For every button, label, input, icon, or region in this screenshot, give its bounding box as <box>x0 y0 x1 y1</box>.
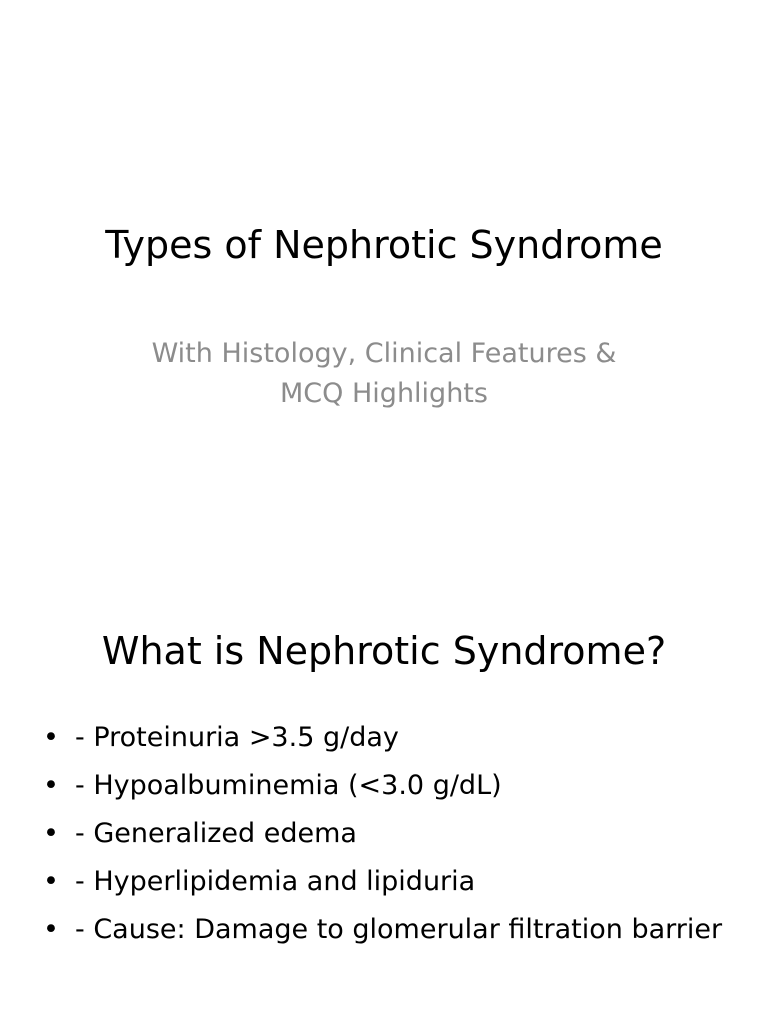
bullet-icon: • <box>43 770 59 801</box>
bullet-text: - Hyperlipidemia and lipiduria <box>75 866 476 897</box>
list-item <box>40 910 730 950</box>
list-item <box>40 862 730 902</box>
slide-definition <box>0 512 768 1024</box>
bullet-text: - Proteinuria >3.5 g/day <box>75 722 399 753</box>
bullet-icon: • <box>43 914 59 945</box>
bullet-icon: • <box>43 818 59 849</box>
slide-title-heading: Types of Nephrotic Syndrome <box>105 223 663 267</box>
bullet-text: - Generalized edema <box>75 818 357 849</box>
list-item <box>40 766 730 806</box>
bullet-text: - Hypoalbuminemia (<3.0 g/dL) <box>75 770 502 801</box>
list-item <box>40 814 730 854</box>
bullet-text: - Cause: Damage to glomerular filtration barrier <box>75 914 723 945</box>
slide-definition-heading: What is Nephrotic Syndrome? <box>101 629 667 673</box>
bullet-icon: • <box>43 866 59 897</box>
slide-subtitle: With Histology, Clinical Features & MCQ Highlights <box>151 338 617 409</box>
bullet-list <box>40 718 730 958</box>
bullet-icon: • <box>43 722 59 753</box>
list-item <box>40 718 730 758</box>
